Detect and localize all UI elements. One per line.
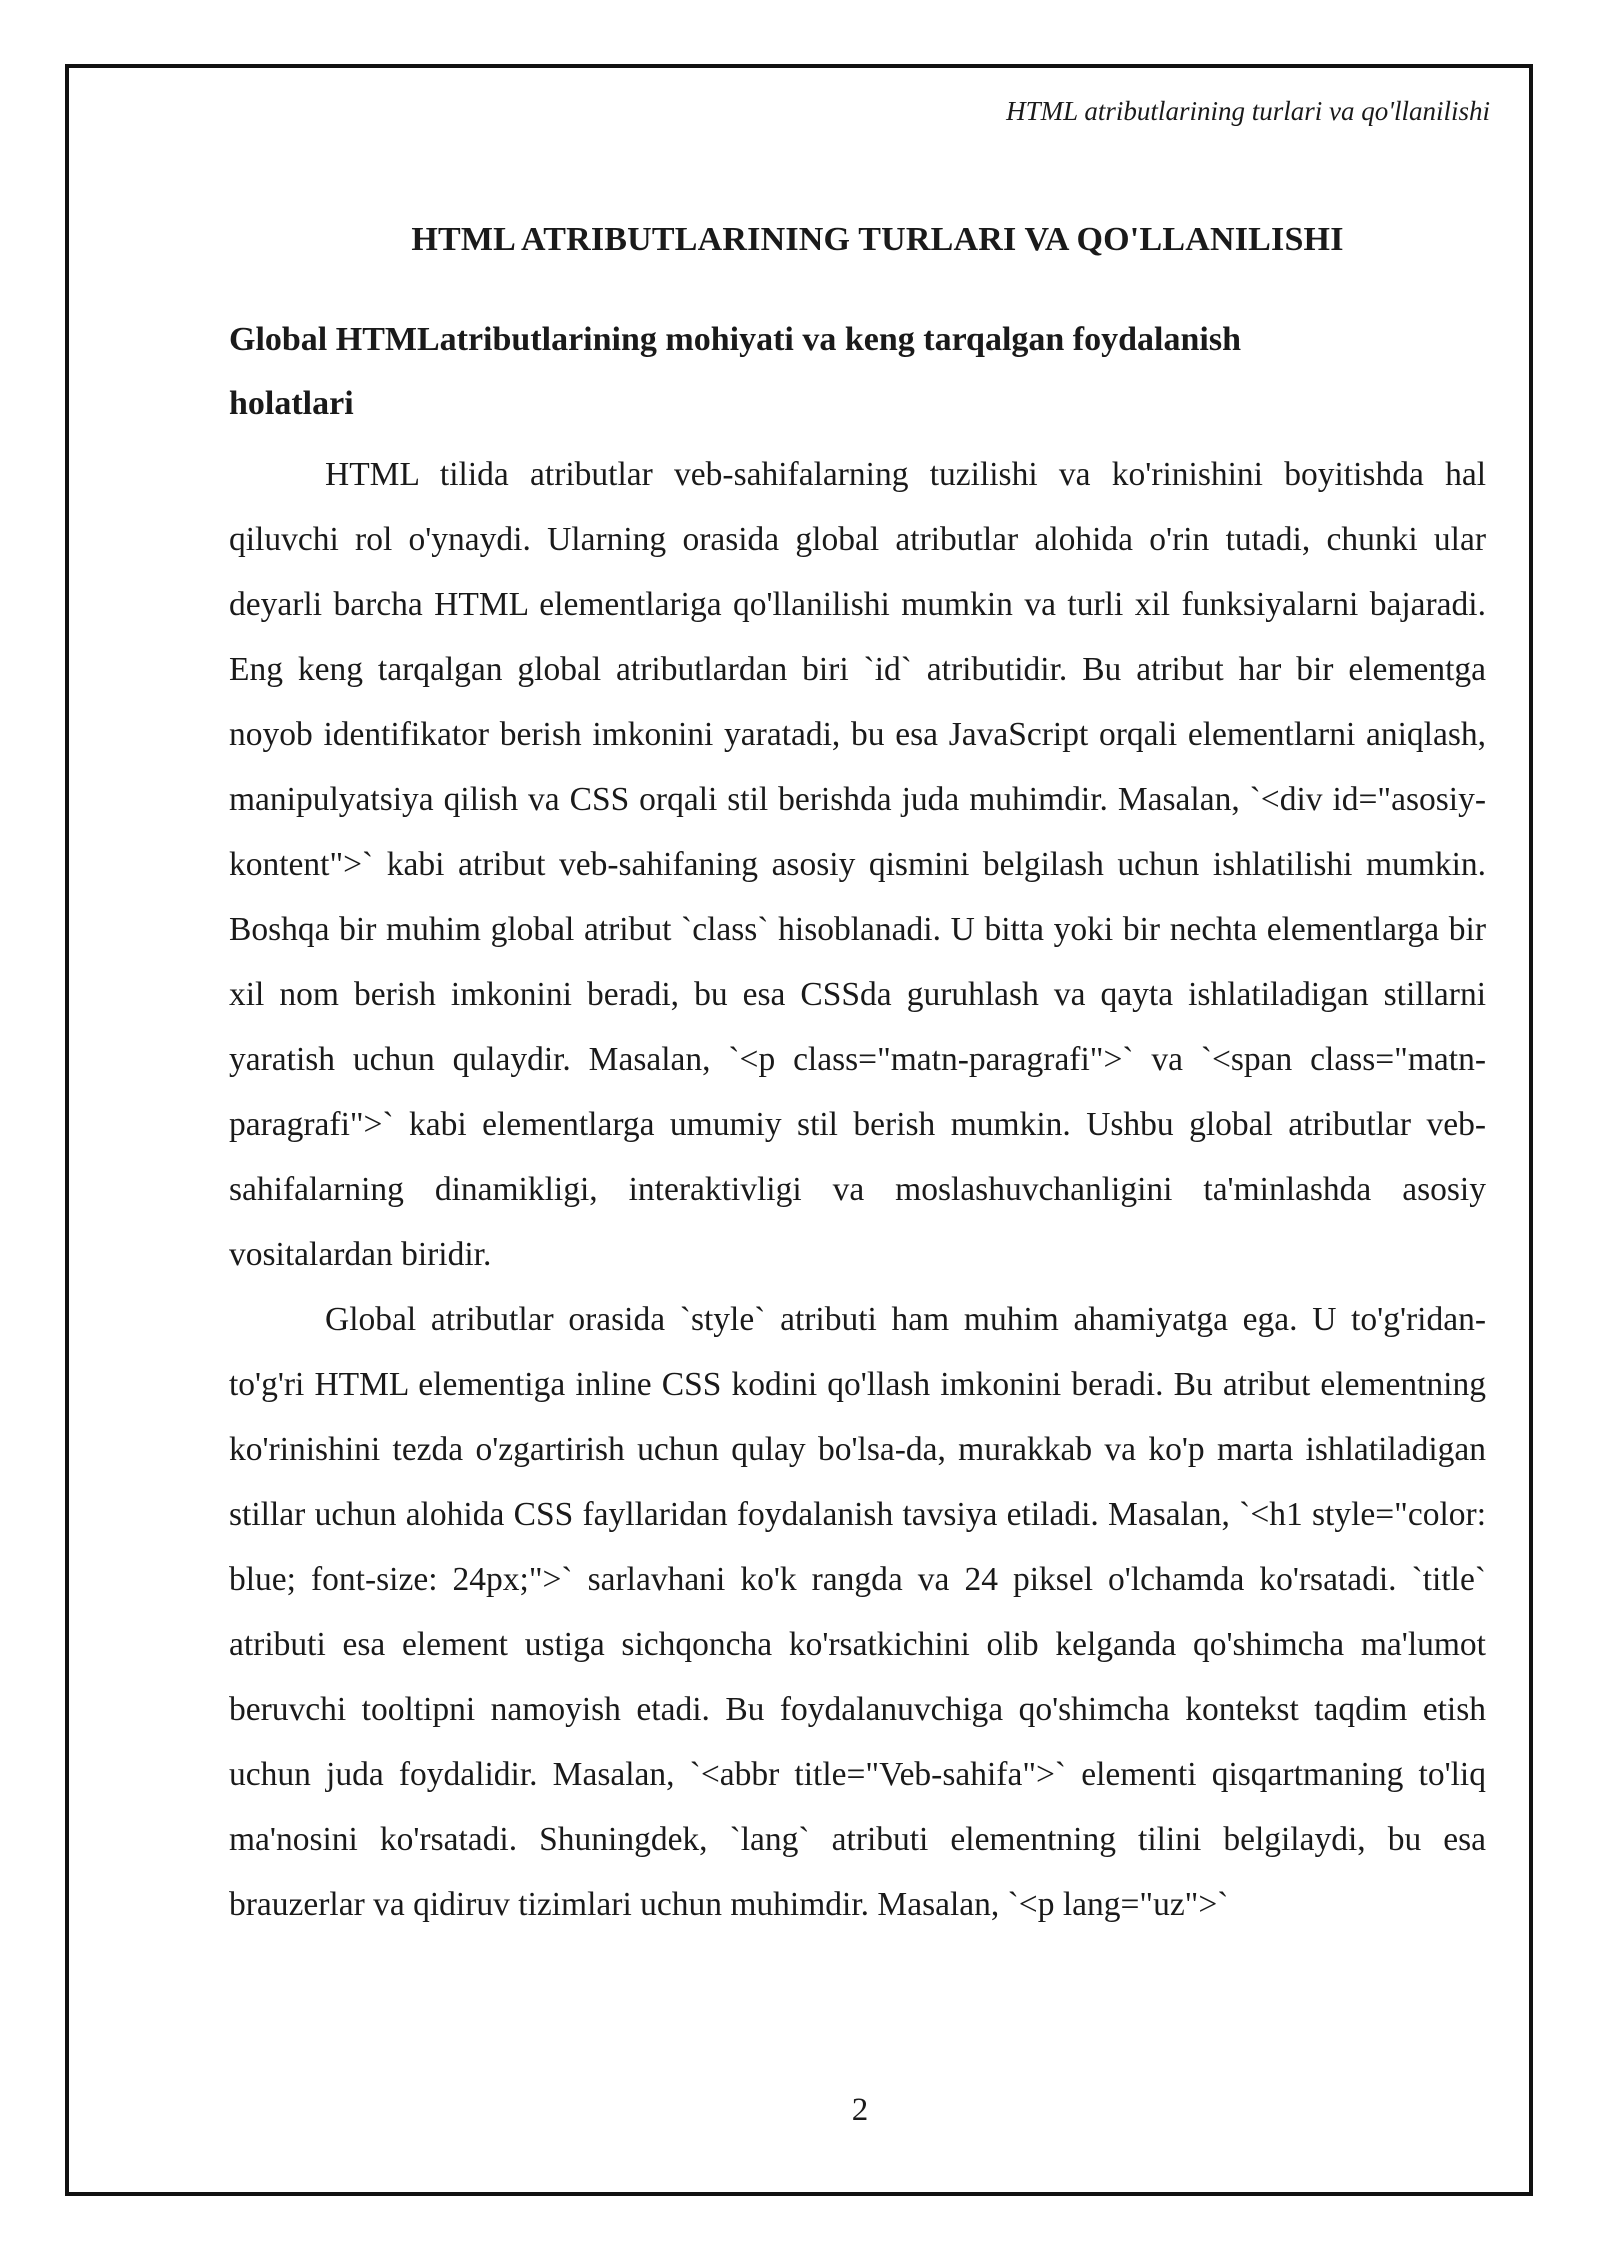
document-body — [229, 212, 1486, 1937]
running-header: HTML atributlarining turlari va qo'llanilishi — [1006, 96, 1490, 126]
paragraph: Global atributlar orasida `style` atributi ham muhim ahamiyatga ega. U to'g'ridan-to'g'ri HTML elementiga inline CSS kodini qo'llash imkonini beradi. Bu atribut elementning ko'rinishini tezda o'zgartirish uchun qulay bo'lsa-da, murakkab va ko'p marta ishlatiladigan stillar uchun alohida CSS fayllaridan foydalanish tavsiya etiladi. Masalan, `<h1 style="color: blue; font-size: 24px;">` sarlavhani ko'k rangda va 24 piksel o'lchamda ko'rsatadi. `title` atributi esa element ustiga sichqoncha ko'rsatkichini olib kelganda qo'shimcha ma'lumot beruvchi tooltipni namoyish etadi. Bu foydalanuvchiga qo'shimcha kontekst taqdim etish uchun juda foydalidir. Masalan, `<abbr title="Veb-sahifa">` elementi qisqartmaning to'liq ma'nosini ko'rsatadi. Shuningdek, `lang` atributi elementning tilini belgilaydi, bu esa brauzerlar va qidiruv tizimlari uchun muhimdir. Masalan, `<p lang="uz">` — [229, 1301, 1486, 1923]
section-heading: Global HTMLatributlarining mohiyati va keng tarqalgan foydalanish holatlari — [229, 321, 1241, 422]
document-title: HTML ATRIBUTLARINING TURLARI VA QO'LLANILISHI — [411, 221, 1344, 258]
paragraph: HTML tilida atributlar veb-sahifalarning tuzilishi va ko'rinishini boyitishda hal qiluvchi rol o'ynaydi. Ularning orasida global atributlar alohida o'rin tutadi, chunki ular deyarli barcha HTML elementlariga qo'llanilishi mumkin va turli xil funksiyalarni bajaradi. Eng keng tarqalgan global atributlardan biri `id` atributidir. Bu atribut har bir elementga noyob identifikator berish imkonini yaratadi, bu esa JavaScript orqali elementlarni aniqlash, manipulyatsiya qilish va CSS orqali stil berishda juda muhimdir. Masalan, `<div id="asosiy-kontent">` kabi atribut veb-sahifaning asosiy qismini belgilash uchun ishlatilishi mumkin. Boshqa bir muhim global atribut `class` hisoblanadi. U bitta yoki bir nechta elementlarga bir xil nom berish imkonini beradi, bu esa CSSda guruhlash va qayta ishlatiladigan stillarni yaratish uchun qulaydir. Masalan, `<p class="matn-paragrafi">` va `<span class="matn-paragrafi">` kabi elementlarga umumiy stil berish mumkin. Ushbu global atributlar veb-sahifalarning dinamikligi, interaktivligi va moslashuvchanligini ta'minlashda asosiy vositalardan biridir. — [229, 456, 1486, 1273]
page-number: 2 — [851, 2092, 869, 2128]
